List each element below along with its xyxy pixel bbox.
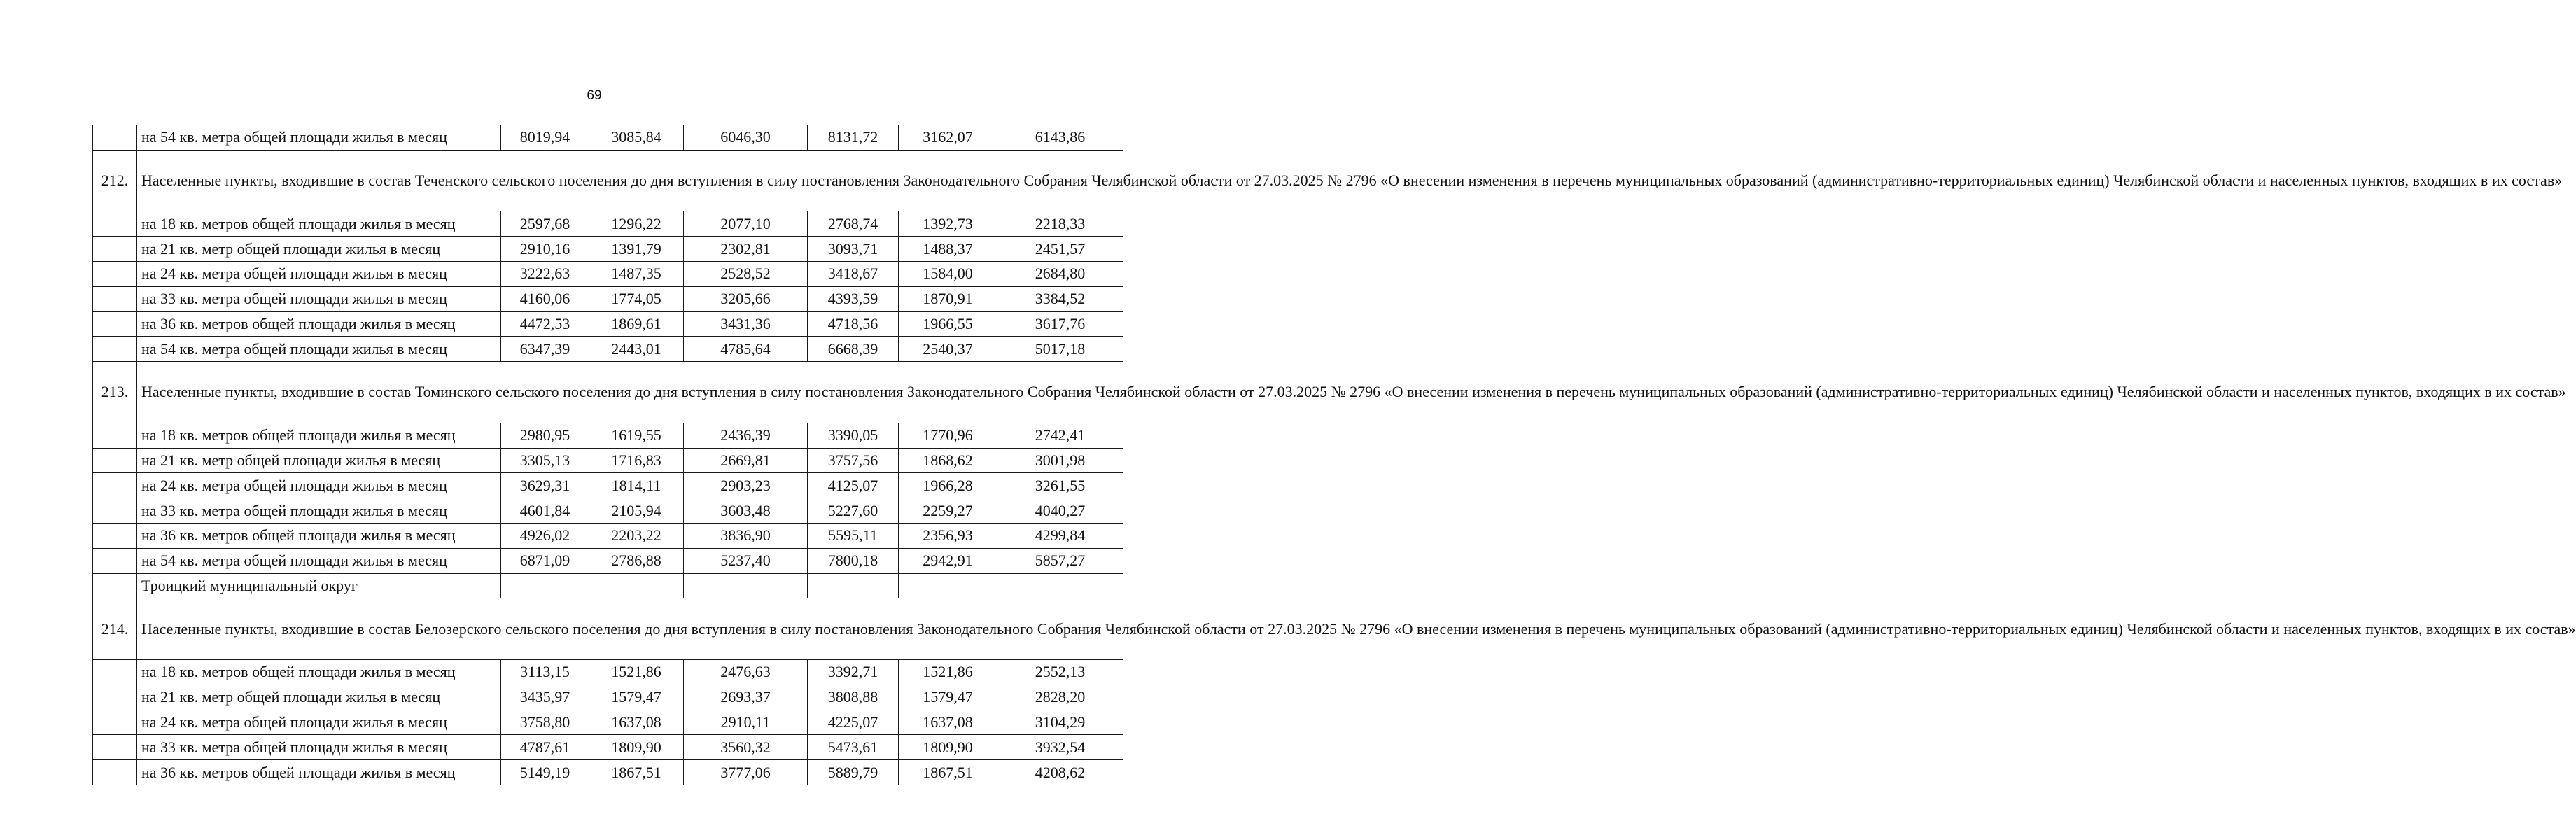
value-cell-5: 3162,07 (899, 125, 997, 150)
table-row (93, 685, 1124, 710)
value-cell-4: 3390,05 (808, 423, 899, 448)
row-number (93, 337, 137, 362)
value-cell-4: 3757,56 (808, 448, 899, 473)
value-cell-5: 1488,37 (899, 237, 997, 262)
value-cell-6: 6143,86 (997, 125, 1124, 150)
value-cell-3: 2476,63 (684, 659, 808, 685)
row-label: на 54 кв. метра общей площади жилья в месяц (137, 125, 501, 150)
value-cell-1: 3758,80 (501, 710, 589, 735)
row-label: на 18 кв. метров общей площади жилья в месяц (137, 211, 501, 237)
value-cell-3: 2693,37 (684, 685, 808, 710)
value-cell-1: 2597,68 (501, 211, 589, 237)
value-cell-1: 3435,97 (501, 685, 589, 710)
table-row (93, 498, 1124, 524)
row-number (93, 710, 137, 735)
value-cell-4: 5227,60 (808, 498, 899, 524)
table-row (93, 473, 1124, 498)
value-cell-3: 5237,40 (684, 548, 808, 573)
value-cell-3: 3836,90 (684, 523, 808, 548)
value-cell-3: 4785,64 (684, 337, 808, 362)
row-label: на 33 кв. метра общей площади жилья в месяц (137, 735, 501, 760)
value-cell-1: 6871,09 (501, 548, 589, 573)
value-cell-2: 1391,79 (589, 237, 684, 262)
value-cell-2: 1487,35 (589, 261, 684, 286)
section-description: Населенные пункты, входившие в состав Томинского сельского поселения до дня вступления в силу постановления Законодательного Собрания Челябинской области от 27.03.2025 № 2796 «О внесении изменения в перечень муниципальных образований (административно-территориальных единиц) Челябинской области и населенных пунктов, входящих в их состав» (137, 362, 1124, 424)
row-label: на 36 кв. метров общей площади жилья в месяц (137, 312, 501, 337)
value-cell-2: 2443,01 (589, 337, 684, 362)
value-cell-6: 3932,54 (997, 735, 1124, 760)
value-cell-4: 4225,07 (808, 710, 899, 735)
value-cell-5: 2540,37 (899, 337, 997, 362)
district-name: Троицкий муниципальный округ (137, 573, 501, 598)
value-cell-5: 1868,62 (899, 448, 997, 473)
value-cell-6: 2451,57 (997, 237, 1124, 262)
value-cell-4: 8131,72 (808, 125, 899, 150)
page-number: 69 (587, 88, 602, 103)
row-number (93, 211, 137, 237)
district-row (93, 573, 1124, 598)
value-cell-4: 3392,71 (808, 659, 899, 685)
value-cell-6: 3104,29 (997, 710, 1124, 735)
value-cell-4: 2768,74 (808, 211, 899, 237)
value-cell-3: 3777,06 (684, 760, 808, 785)
row-number (93, 760, 137, 785)
value-cell-3: 3431,36 (684, 312, 808, 337)
row-number (93, 423, 137, 448)
value-cell-4: 3093,71 (808, 237, 899, 262)
table-row (93, 710, 1124, 735)
value-cell-1: 4472,53 (501, 312, 589, 337)
value-cell-4: 5473,61 (808, 735, 899, 760)
row-label: на 24 кв. метра общей площади жилья в месяц (137, 473, 501, 498)
table-row (93, 286, 1124, 312)
value-cell-5: 1867,51 (899, 760, 997, 785)
row-number (93, 548, 137, 573)
value-cell-2: 2203,22 (589, 523, 684, 548)
value-cell-2: 2786,88 (589, 548, 684, 573)
value-cell-3: 2910,11 (684, 710, 808, 735)
row-number (93, 261, 137, 286)
section-description: Населенные пункты, входившие в состав Белозерского сельского поселения до дня вступления в силу постановления Законодательного Собрания Челябинской области от 27.03.2025 № 2796 «О внесении изменения в перечень муниципальных образований (административно-территориальных единиц) Челябинской области и населенных пунктов, входящих в их состав» (137, 598, 1124, 660)
value-cell-2 (589, 573, 684, 598)
row-number (93, 125, 137, 150)
value-cell-1: 4160,06 (501, 286, 589, 312)
row-label: на 24 кв. метра общей площади жилья в месяц (137, 710, 501, 735)
row-number (93, 473, 137, 498)
value-cell-2: 1619,55 (589, 423, 684, 448)
row-number (93, 573, 137, 598)
value-cell-3: 2077,10 (684, 211, 808, 237)
value-cell-5 (899, 573, 997, 598)
value-cell-6: 2684,80 (997, 261, 1124, 286)
value-cell-6: 2552,13 (997, 659, 1124, 685)
value-cell-1: 4601,84 (501, 498, 589, 524)
value-cell-5: 1579,47 (899, 685, 997, 710)
value-cell-5: 1521,86 (899, 659, 997, 685)
section-row (93, 598, 1124, 660)
value-cell-1: 2980,95 (501, 423, 589, 448)
value-cell-2: 1521,86 (589, 659, 684, 685)
value-cell-2: 1637,08 (589, 710, 684, 735)
value-cell-5: 1637,08 (899, 710, 997, 735)
table-row (93, 423, 1124, 448)
row-number (93, 685, 137, 710)
row-number (93, 735, 137, 760)
row-label: на 21 кв. метр общей площади жилья в месяц (137, 237, 501, 262)
value-cell-6: 4040,27 (997, 498, 1124, 524)
value-cell-2: 3085,84 (589, 125, 684, 150)
row-label: на 54 кв. метра общей площади жилья в месяц (137, 337, 501, 362)
value-cell-1: 3222,63 (501, 261, 589, 286)
value-cell-2: 1716,83 (589, 448, 684, 473)
value-cell-5: 1809,90 (899, 735, 997, 760)
table-row (93, 211, 1124, 237)
row-number: 213. (93, 362, 137, 424)
table-row (93, 659, 1124, 685)
value-cell-5: 1584,00 (899, 261, 997, 286)
value-cell-5: 1966,28 (899, 473, 997, 498)
value-cell-3: 2903,23 (684, 473, 808, 498)
value-cell-6: 2828,20 (997, 685, 1124, 710)
value-cell-3: 3603,48 (684, 498, 808, 524)
value-cell-6: 4208,62 (997, 760, 1124, 785)
row-label: на 36 кв. метров общей площади жилья в месяц (137, 760, 501, 785)
row-number (93, 312, 137, 337)
table-row (93, 523, 1124, 548)
value-cell-3: 3205,66 (684, 286, 808, 312)
row-number (93, 237, 137, 262)
value-cell-6: 5857,27 (997, 548, 1124, 573)
value-cell-6: 3617,76 (997, 312, 1124, 337)
row-label: на 21 кв. метр общей площади жилья в месяц (137, 685, 501, 710)
value-cell-6: 3001,98 (997, 448, 1124, 473)
value-cell-6 (997, 573, 1124, 598)
value-cell-3: 2669,81 (684, 448, 808, 473)
row-number (93, 498, 137, 524)
table-row (93, 312, 1124, 337)
value-cell-4 (808, 573, 899, 598)
table-row (93, 735, 1124, 760)
table-body (93, 125, 2576, 785)
table-row (93, 548, 1124, 573)
value-cell-3: 3560,32 (684, 735, 808, 760)
row-number (93, 448, 137, 473)
value-cell-3 (684, 573, 808, 598)
value-cell-4: 5595,11 (808, 523, 899, 548)
value-cell-4: 4125,07 (808, 473, 899, 498)
tariff-table (92, 125, 2576, 785)
value-cell-1: 6347,39 (501, 337, 589, 362)
value-cell-5: 1966,55 (899, 312, 997, 337)
row-label: на 21 кв. метр общей площади жилья в месяц (137, 448, 501, 473)
value-cell-6: 2742,41 (997, 423, 1124, 448)
row-label: на 36 кв. метров общей площади жилья в месяц (137, 523, 501, 548)
table-row (93, 125, 1124, 150)
value-cell-2: 1579,47 (589, 685, 684, 710)
row-label: на 33 кв. метра общей площади жилья в месяц (137, 286, 501, 312)
value-cell-2: 1814,11 (589, 473, 684, 498)
value-cell-4: 7800,18 (808, 548, 899, 573)
table-row (93, 760, 1124, 785)
value-cell-4: 6668,39 (808, 337, 899, 362)
row-number: 212. (93, 150, 137, 211)
value-cell-5: 2356,93 (899, 523, 997, 548)
table-row (93, 448, 1124, 473)
value-cell-5: 1870,91 (899, 286, 997, 312)
value-cell-6: 4299,84 (997, 523, 1124, 548)
value-cell-4: 4393,59 (808, 286, 899, 312)
table-row (93, 261, 1124, 286)
value-cell-1: 8019,94 (501, 125, 589, 150)
value-cell-5: 1392,73 (899, 211, 997, 237)
value-cell-5: 2942,91 (899, 548, 997, 573)
row-number (93, 659, 137, 685)
row-label: на 24 кв. метра общей площади жилья в месяц (137, 261, 501, 286)
row-number (93, 286, 137, 312)
value-cell-2: 1774,05 (589, 286, 684, 312)
value-cell-1: 2910,16 (501, 237, 589, 262)
value-cell-1: 4787,61 (501, 735, 589, 760)
value-cell-3: 6046,30 (684, 125, 808, 150)
value-cell-2: 1869,61 (589, 312, 684, 337)
value-cell-6: 3384,52 (997, 286, 1124, 312)
row-label: на 18 кв. метров общей площади жилья в месяц (137, 423, 501, 448)
value-cell-4: 3808,88 (808, 685, 899, 710)
value-cell-5: 1770,96 (899, 423, 997, 448)
value-cell-3: 2302,81 (684, 237, 808, 262)
table-row (93, 237, 1124, 262)
value-cell-2: 1296,22 (589, 211, 684, 237)
section-row (93, 150, 1124, 211)
value-cell-1: 3305,13 (501, 448, 589, 473)
section-row (93, 362, 1124, 424)
row-label: на 54 кв. метра общей площади жилья в месяц (137, 548, 501, 573)
value-cell-1: 3113,15 (501, 659, 589, 685)
value-cell-4: 3418,67 (808, 261, 899, 286)
value-cell-6: 5017,18 (997, 337, 1124, 362)
value-cell-4: 4718,56 (808, 312, 899, 337)
value-cell-3: 2528,52 (684, 261, 808, 286)
value-cell-1: 4926,02 (501, 523, 589, 548)
value-cell-2: 2105,94 (589, 498, 684, 524)
value-cell-1 (501, 573, 589, 598)
row-label: на 18 кв. метров общей площади жилья в месяц (137, 659, 501, 685)
value-cell-6: 2218,33 (997, 211, 1124, 237)
value-cell-6: 3261,55 (997, 473, 1124, 498)
value-cell-4: 5889,79 (808, 760, 899, 785)
value-cell-2: 1809,90 (589, 735, 684, 760)
row-label: на 33 кв. метра общей площади жилья в месяц (137, 498, 501, 524)
value-cell-3: 2436,39 (684, 423, 808, 448)
row-number: 214. (93, 598, 137, 660)
row-number (93, 523, 137, 548)
value-cell-5: 2259,27 (899, 498, 997, 524)
value-cell-2: 1867,51 (589, 760, 684, 785)
section-description: Населенные пункты, входившие в состав Теченского сельского поселения до дня вступления в силу постановления Законодательного Собрания Челябинской области от 27.03.2025 № 2796 «О внесении изменения в перечень муниципальных образований (административно-территориальных единиц) Челябинской области и населенных пунктов, входящих в их состав» (137, 150, 1124, 211)
value-cell-1: 5149,19 (501, 760, 589, 785)
value-cell-1: 3629,31 (501, 473, 589, 498)
table-row (93, 337, 1124, 362)
